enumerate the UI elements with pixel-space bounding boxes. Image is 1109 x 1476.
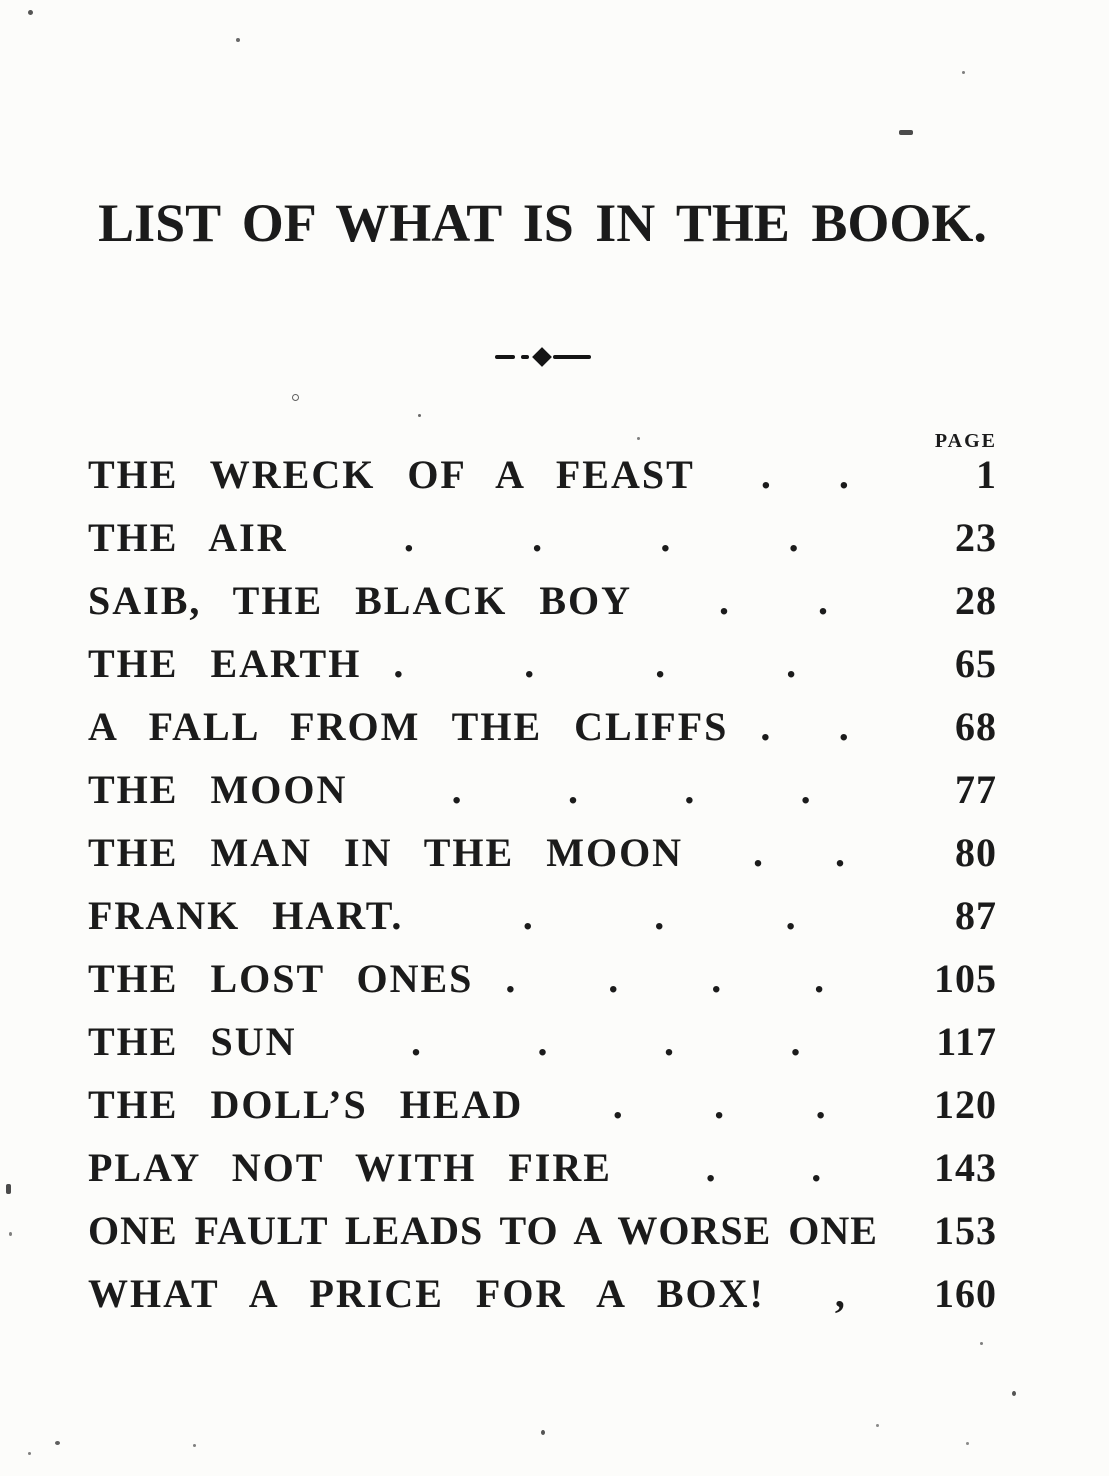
- toc-entry: [88, 1020, 997, 1064]
- leader-dot: .: [785, 893, 798, 938]
- page-column-header: PAGE: [934, 430, 997, 452]
- toc-entry: [88, 1209, 997, 1253]
- toc-entry-page-number: 23: [955, 515, 997, 560]
- scan-speckle: [28, 10, 33, 15]
- toc-entry: [88, 705, 997, 749]
- toc-entry-page-number: 1: [976, 452, 997, 497]
- toc-entry-title: THE LOST ONES .: [88, 956, 518, 1001]
- leader-dot: .: [753, 830, 766, 875]
- toc-entry-page-number: 120: [934, 1082, 997, 1127]
- scan-speckle: [980, 1342, 983, 1345]
- toc-entry-page-number: 105: [934, 956, 997, 1001]
- toc-entry: [88, 1083, 997, 1127]
- toc-entry-page-number: 143: [934, 1145, 997, 1190]
- toc-entry-title: THE WRECK OF A FEAST: [88, 452, 695, 497]
- leader-dot: .: [815, 1082, 828, 1127]
- scan-speckle: [236, 38, 240, 42]
- scan-speckle: [292, 394, 299, 401]
- leader-dot: .: [568, 767, 580, 812]
- toc-entry-title: THE SUN: [88, 1019, 297, 1064]
- toc-entry-page-number: 87: [955, 893, 997, 938]
- page-title: LIST OF WHAT IS IN THE BOOK.: [98, 193, 987, 253]
- leader-dot: .: [788, 515, 801, 560]
- leader-dot: .: [838, 452, 851, 497]
- toc-entry: [88, 1272, 997, 1316]
- toc-entry-title: ONE FAULT LEADS TO A WORSE ONE: [88, 1208, 878, 1253]
- leader-dot: .: [654, 893, 667, 938]
- scan-speckle: [9, 1232, 12, 1236]
- leader-dots: [297, 1020, 918, 1064]
- leader-dot: .: [660, 515, 673, 560]
- leader-dot: .: [818, 578, 830, 623]
- toc-entry-title: SAIB, THE BLACK BOY: [88, 578, 633, 623]
- toc-entry: [88, 1146, 997, 1190]
- leader-dots: [347, 768, 917, 812]
- scan-speckle: [28, 1452, 31, 1455]
- leader-dots: [772, 705, 917, 749]
- leader-dot: .: [838, 704, 851, 749]
- leader-dot: .: [608, 956, 621, 1001]
- leader-dot: .: [537, 1019, 550, 1064]
- toc-entry-title: PLAY NOT WITH FIRE: [88, 1145, 612, 1190]
- scan-speckle: [55, 1441, 60, 1445]
- toc-entry: [88, 894, 997, 938]
- toc-entry: [88, 768, 997, 812]
- leader-dots: [612, 1146, 917, 1190]
- scan-speckle: [899, 130, 913, 135]
- leader-dot: .: [664, 1019, 676, 1064]
- leader-dot: .: [612, 1082, 625, 1127]
- toc-entry-title: WHAT A PRICE FOR A BOX!: [88, 1271, 765, 1316]
- leader-dot: .: [711, 956, 724, 1001]
- toc-entry: [88, 642, 997, 686]
- toc-entry: [88, 579, 997, 623]
- toc-entry-title: THE AIR: [88, 515, 288, 560]
- leader-dots: [695, 453, 917, 497]
- toc-entry-page-number: 80: [955, 830, 997, 875]
- scan-speckle: [418, 414, 421, 417]
- leader-dots: [765, 1272, 917, 1316]
- toc-entry-page-number: 65: [955, 641, 997, 686]
- toc-entry-page-number: 160: [934, 1271, 997, 1316]
- toc-entry-title: THE EARTH .: [88, 641, 406, 686]
- scan-speckle: [193, 1444, 196, 1447]
- toc-entry-page-number: 153: [934, 1208, 997, 1253]
- leader-dots: [683, 831, 917, 875]
- leader-dot: .: [411, 1019, 423, 1064]
- toc-entry: [88, 516, 997, 560]
- leader-dot: .: [403, 515, 416, 560]
- leader-dot: .: [524, 641, 537, 686]
- leader-dot: ,: [834, 1271, 847, 1316]
- toc-entry-page-number: 117: [936, 1019, 997, 1064]
- leader-dot: .: [790, 1019, 803, 1064]
- scan-speckle: [876, 1424, 879, 1427]
- scan-speckle: [541, 1430, 545, 1435]
- leader-dot: .: [705, 1145, 718, 1190]
- leader-dot: .: [800, 767, 813, 812]
- toc-list: [88, 453, 997, 1316]
- scan-speckle: [962, 71, 965, 74]
- leader-dots: [288, 516, 917, 560]
- scan-speckle: [637, 437, 640, 440]
- leader-dot: .: [719, 578, 732, 623]
- toc-entry-page-number: 28: [955, 578, 997, 623]
- toc-entry-page-number: 77: [955, 767, 997, 812]
- toc-entry: [88, 831, 997, 875]
- toc-entry-page-number: 68: [955, 704, 997, 749]
- leader-dots: [523, 1083, 917, 1127]
- leader-dots: [405, 642, 917, 686]
- ornament-divider: [483, 350, 603, 364]
- leader-dot: .: [786, 641, 799, 686]
- diamond-ornament-icon: [532, 347, 552, 367]
- scan-speckle: [1012, 1391, 1016, 1396]
- toc-entry-title: FRANK HART.: [88, 893, 404, 938]
- leader-dots: [517, 957, 917, 1001]
- leader-dot: .: [655, 641, 668, 686]
- leader-dot: .: [532, 515, 545, 560]
- scan-speckle: [966, 1442, 969, 1445]
- toc-entry-title: A FALL FROM THE CLIFFS .: [88, 704, 773, 749]
- toc-entry-title: THE MAN IN THE MOON: [88, 830, 684, 875]
- divider-dash: [495, 355, 515, 359]
- leader-dot: .: [760, 452, 773, 497]
- toc-entry: [88, 453, 997, 497]
- leader-dot: .: [835, 830, 848, 875]
- leader-dot: .: [522, 893, 535, 938]
- leader-dot: .: [451, 767, 464, 812]
- leader-dots: [403, 894, 917, 938]
- leader-dot: .: [814, 956, 827, 1001]
- scan-speckle: [6, 1184, 11, 1194]
- leader-dots: [632, 579, 917, 623]
- toc-entry-title: THE DOLL’S HEAD: [88, 1082, 524, 1127]
- toc-entry-title: THE MOON: [88, 767, 348, 812]
- leader-dot: .: [714, 1082, 727, 1127]
- toc-entry: [88, 957, 997, 1001]
- divider-dash: [521, 355, 529, 359]
- divider-dash: [553, 355, 591, 359]
- leader-dot: .: [811, 1145, 824, 1190]
- leader-dot: .: [684, 767, 697, 812]
